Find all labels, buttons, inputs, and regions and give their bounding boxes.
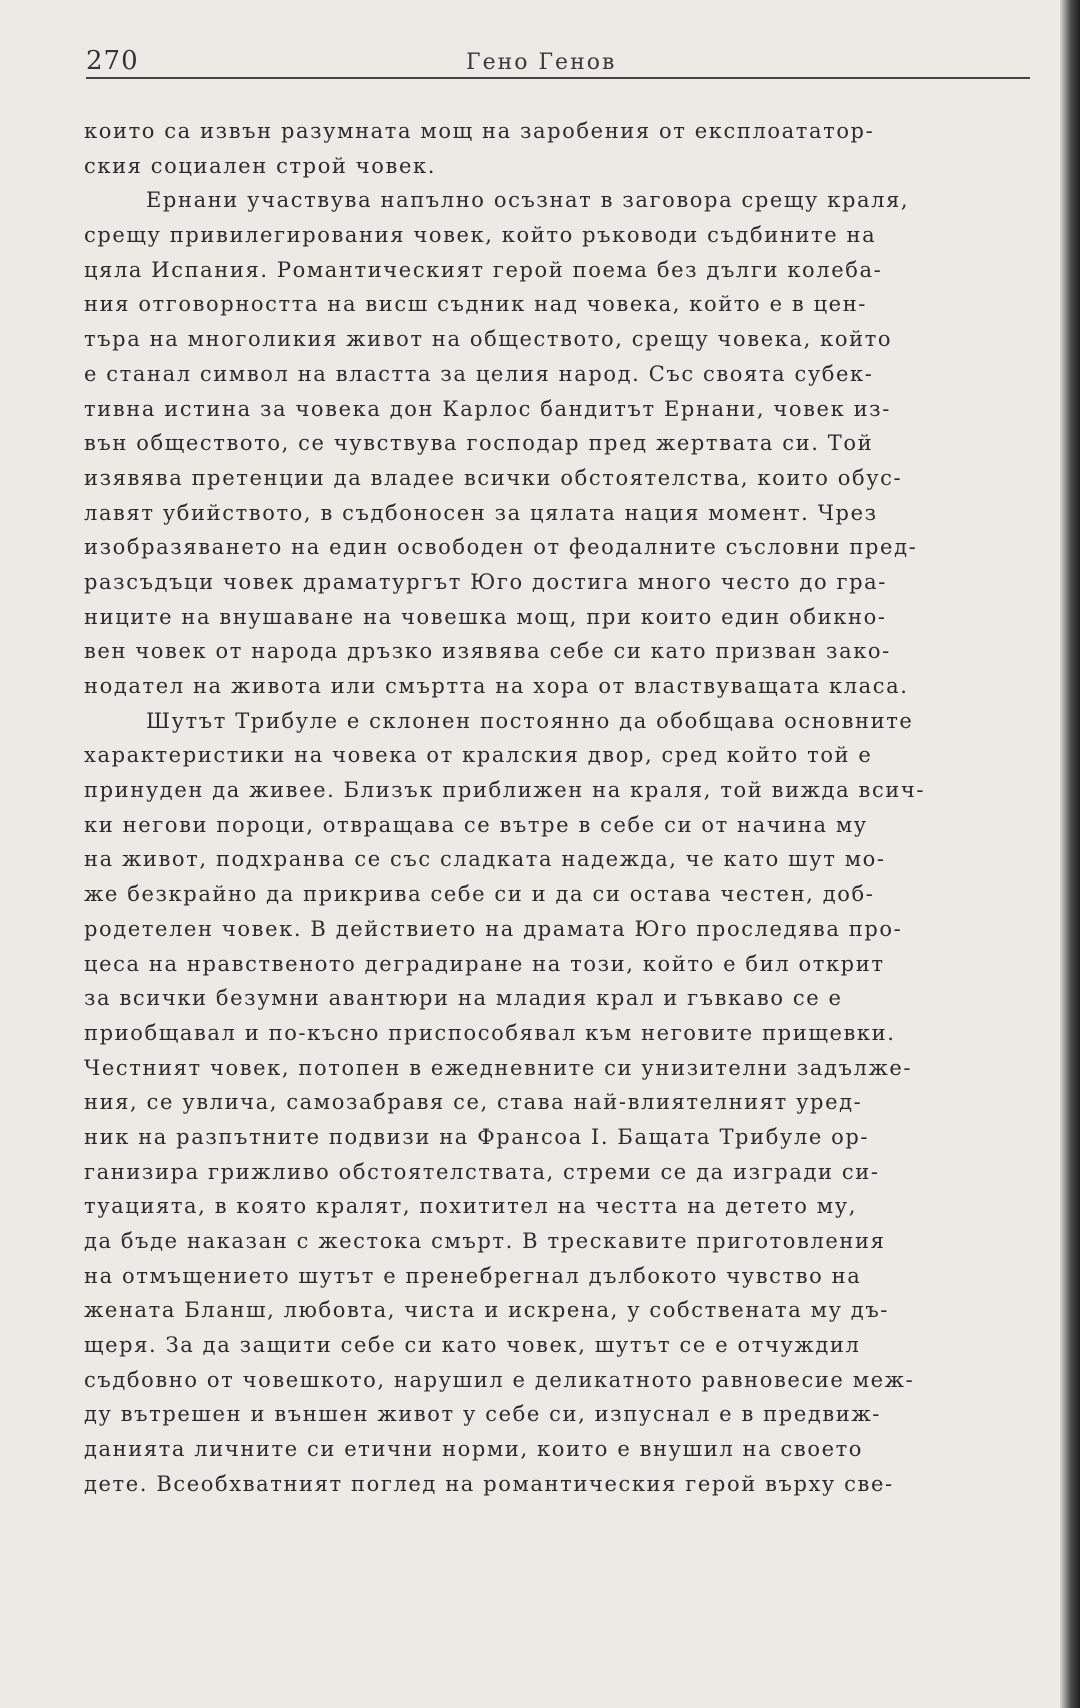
page-header [86,44,1030,80]
text-line: търа на многоликия живот на обществото, срещу човека, който [84,327,893,352]
text-line: ганизира грижливо обстоятелствата, стреми се да изгради си- [84,1159,880,1184]
text-line: съдбовно от човешкото, нарушил е деликатното равновесие меж- [84,1367,915,1392]
text-line: които са извън разумната мощ на заробения от експлоататор- [84,119,875,143]
text-line: щеря. За да защити себе си като човек, шутът се е отчуждил [84,1333,861,1358]
text-line: вен човек от народа дръзко изявява себе си като призван зако- [84,639,891,664]
text-line: дете. Всеобхватният поглед на романтическия герой върху све- [84,1471,894,1496]
paragraph-first-line: Шутът Трибуле е склонен постоянно да обобщава основните [146,708,914,733]
text-line: туацията, в която кралят, похитител на честта на детето му, [84,1194,857,1219]
text-line: приобщавал и по-късно приспособявал към неговите прищевки. [84,1020,896,1045]
text-line: жената Бланш, любовта, чиста и искрена, у собствената му дъ- [84,1298,889,1323]
running-title: Гено Генов [466,50,617,75]
text-line: цеса на нравственото деградиране на този, който е бил открит [84,951,885,976]
text-line: характеристики на човека от кралския двор, сред който той е [84,743,873,768]
text-line: е станал символ на властта за целия народ. Със своята субек- [84,361,874,386]
text-line: ки негови пороци, отвращава се вътре в себе си от начина му [84,812,868,837]
text-line: лавят убийството, в съдбоносен за цялата нация момент. Чрез [84,500,878,525]
text-line: ду вътрешен и външен живот у себе си, изпуснал е в предвиж- [84,1402,882,1427]
header-rule [86,77,1030,79]
text-line: на живот, подхранва се със сладката надежда, че като шут мо- [84,847,886,872]
text-line: ния отговорността на висш съдник над човека, който е в цен- [84,292,868,317]
text-line: ниците на внушаване на човешка мощ, при които един обикно- [84,604,887,629]
page-edge-shadow [1060,0,1080,1708]
text-line: принуден да живее. Близък приближен на краля, той вижда всич- [84,778,926,803]
text-line: да бъде наказан с жестока смърт. В трескавите приготовления [84,1229,886,1253]
text-line: данията личните си етични норми, които е внушил на своето [84,1437,864,1462]
text-line: на отмъщението шутът е пренебрегнал дълбокото чувство на [84,1263,862,1288]
text-line: тивна истина за човека дон Карлос бандитът Ернани, човек из- [84,396,891,421]
text-line: ния, се увлича, самозабравя се, става най-влиятелният уред- [84,1090,863,1115]
text-line: срещу привилегирования човек, който ръководи съдбините на [84,223,877,248]
text-line: цяла Испания. Романтическият герой поема без дълги колеба- [84,257,883,282]
paragraph-first-line: Ернани участвува напълно осъзнат в заговора срещу краля, [146,188,910,213]
page-number: 270 [86,46,139,76]
text-line: изобразяването на един освободен от феодалните съсловни пред- [84,535,918,560]
text-line: нодател на живота или смъртта на хора от властвуващата класа. [84,674,909,698]
body-text [84,114,1046,1502]
text-line: родетелен човек. В действието на драмата Юго проследява про- [84,916,903,941]
text-line: вън обществото, се чувствува господар пред жертвата си. Той [84,431,874,456]
text-line: ския социален строй човек. [84,153,436,178]
text-line: Честният човек, потопен в ежедневните си унизителни задълже- [84,1055,913,1080]
text-line: же безкрайно да прикрива себе си и да си остава честен, доб- [84,882,875,907]
text-line: разсъдъци човек драматургът Юго достига много често до гра- [84,569,887,594]
text-line: за всички безумни авантюри на младия крал и гъвкаво се е [84,986,843,1011]
text-line: ник на разпътните подвизи на Франсоа I. Бащата Трибуле ор- [84,1124,870,1149]
text-line: изявява претенции да владее всички обстоятелства, които обус- [84,465,903,490]
